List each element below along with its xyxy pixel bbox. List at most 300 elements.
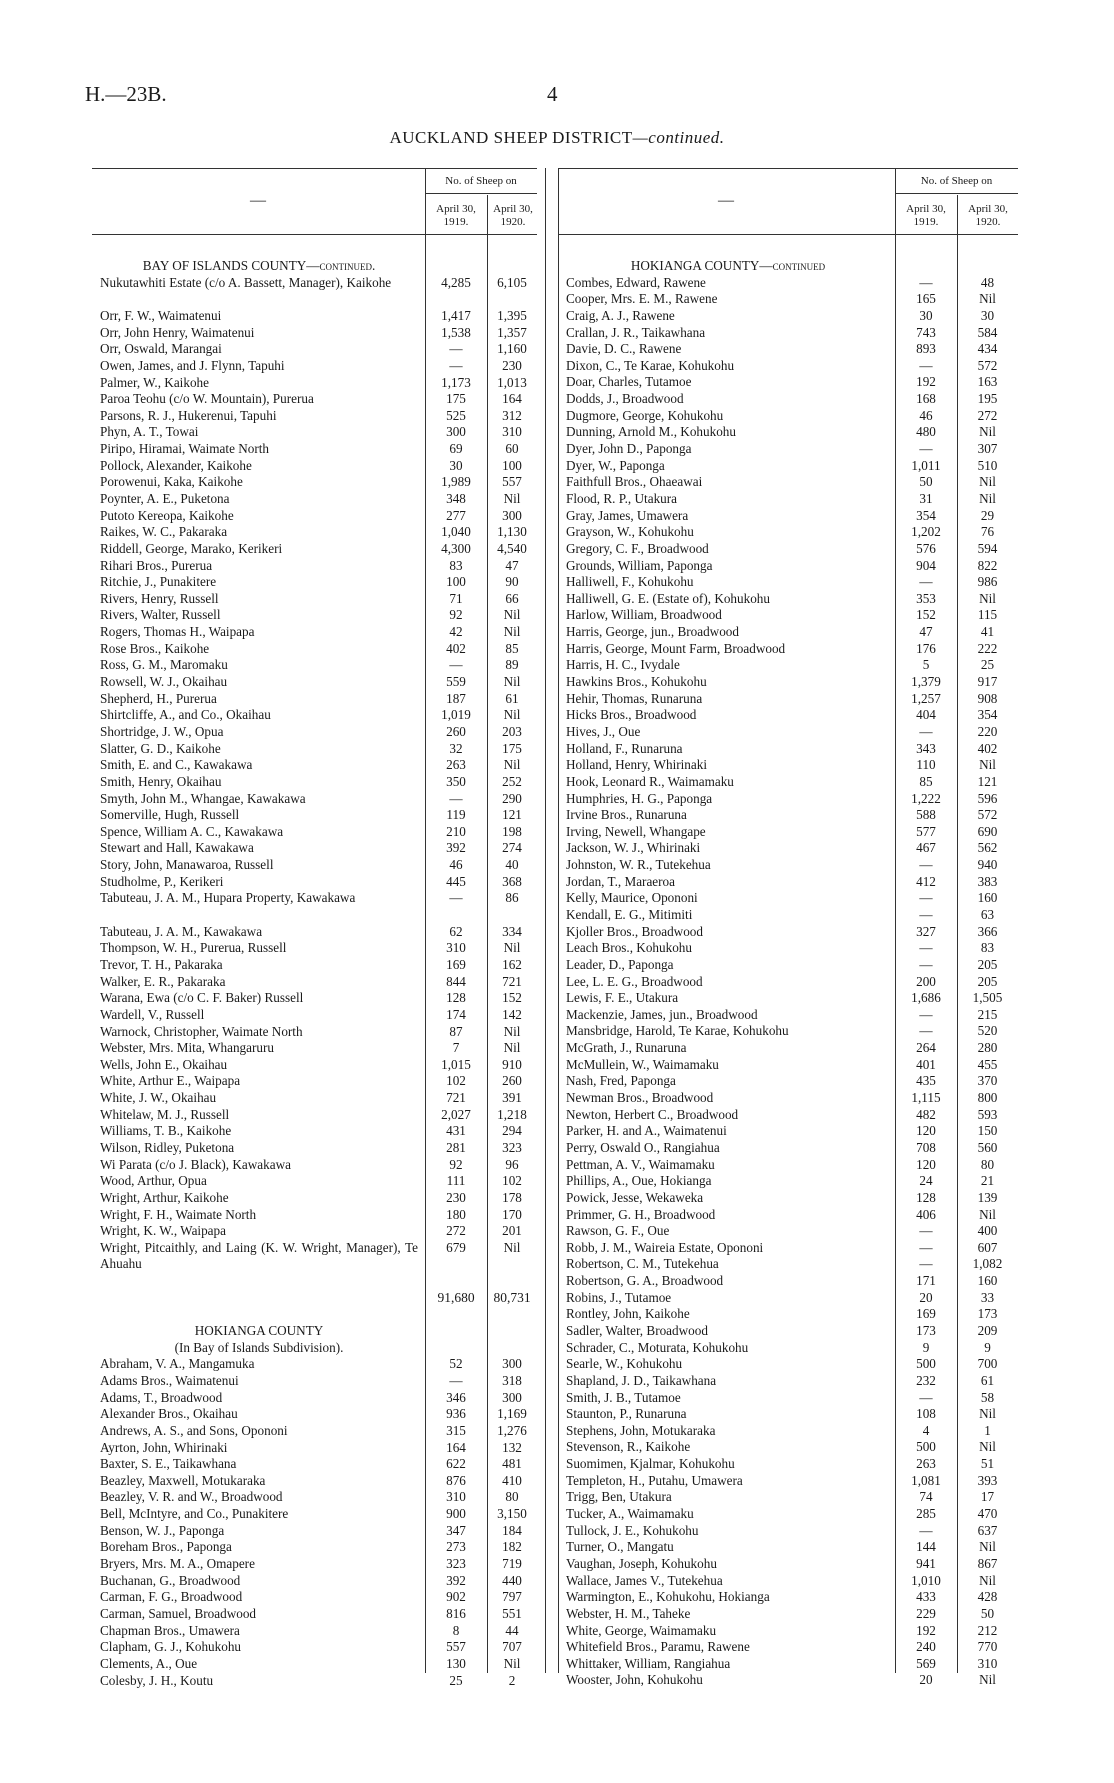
sheep-1920: 198 — [502, 823, 522, 839]
owner-name: Nash, Fred, Paponga — [566, 1073, 676, 1089]
sheep-1919: 111 — [446, 1173, 466, 1189]
sheep-1920: 400 — [977, 1223, 998, 1239]
sheep-1920: Nil — [503, 940, 521, 956]
sheep-1920: 300 — [502, 507, 522, 523]
sheep-1919: 900 — [446, 1506, 466, 1522]
sheep-1920: Nil — [503, 490, 521, 506]
sheep-1919: 7 — [452, 1040, 460, 1056]
table-row — [566, 757, 1018, 774]
table-row — [566, 774, 1018, 791]
sheep-1919: — — [919, 1023, 933, 1039]
right-top-rule — [558, 168, 1018, 169]
sheep-1920: 551 — [502, 1605, 522, 1621]
sheep-1919: 353 — [916, 590, 936, 606]
sheep-1919: 1,202 — [911, 524, 941, 540]
owner-name: Kelly, Maurice, Opononi — [566, 890, 698, 906]
table-row — [566, 1223, 1018, 1240]
table-row — [100, 1440, 538, 1457]
sheep-1920: 215 — [977, 1006, 998, 1022]
sheep-1919: 2,027 — [441, 1106, 471, 1122]
sheep-1920: 393 — [977, 1472, 998, 1488]
sheep-1919: 8 — [452, 1622, 460, 1638]
sheep-1920: 402 — [977, 740, 998, 756]
sheep-1920: 434 — [977, 341, 998, 357]
owner-name: Whitefield Bros., Paramu, Rawene — [566, 1639, 750, 1655]
sheep-1919: — — [919, 357, 933, 373]
table-row — [100, 757, 538, 774]
sheep-1920: 121 — [977, 773, 998, 789]
owner-name: Irvine Bros., Runaruna — [566, 807, 687, 823]
sheep-1920: Nil — [979, 1672, 996, 1688]
sheep-1919: 71 — [449, 590, 463, 606]
sheep-1920: 721 — [502, 973, 522, 989]
sheep-1919: 525 — [446, 407, 466, 423]
sheep-1919: 169 — [446, 956, 466, 972]
owner-name: Bryers, Mrs. M. A., Omapere — [100, 1556, 255, 1572]
table-row — [566, 741, 1018, 758]
sheep-1919: 346 — [446, 1389, 466, 1405]
sheep-1919: 1,173 — [441, 374, 471, 390]
table-row — [100, 358, 538, 375]
sheep-1919: 1,989 — [441, 474, 471, 490]
owner-name: Phillips, A., Oue, Hokianga — [566, 1173, 712, 1189]
table-row — [566, 524, 1018, 541]
table-row — [566, 474, 1018, 491]
sheep-1920: 58 — [980, 1389, 995, 1405]
sheep-1919: 1,686 — [911, 990, 941, 1006]
table-row — [100, 974, 538, 991]
sheep-1920: Nil — [503, 1040, 521, 1056]
sheep-1919: 480 — [916, 424, 936, 440]
owner-name: Perry, Oswald O., Rangiahua — [566, 1139, 720, 1155]
sheep-1920: 300 — [502, 1356, 522, 1372]
sheep-1920: Nil — [503, 1239, 521, 1255]
owner-name: Shortridge, J. W., Opua — [100, 723, 224, 739]
sheep-1919: 1,222 — [911, 790, 941, 806]
owner-name: Wardell, V., Russell — [100, 1006, 205, 1022]
sheep-1920: Nil — [979, 1572, 996, 1588]
sheep-1920: 21 — [980, 1173, 995, 1189]
sheep-1920: 4,540 — [497, 540, 527, 556]
table-row — [100, 491, 538, 508]
table-row — [566, 791, 1018, 808]
owner-name: Shepherd, H., Purerua — [100, 690, 217, 706]
owner-name: Holland, F., Runaruna — [566, 740, 683, 756]
left-group-header: No. of Sheep on — [445, 175, 517, 187]
sheep-1920: 173 — [977, 1306, 998, 1322]
sheep-1920: 557 — [502, 474, 522, 490]
table-row — [566, 391, 1018, 408]
owner-name: Alexander Bros., Okaihau — [100, 1406, 238, 1422]
table-row — [100, 391, 538, 408]
sheep-1919: 277 — [446, 507, 466, 523]
sheep-1920: 986 — [977, 574, 998, 590]
sheep-1919: 263 — [446, 757, 466, 773]
sheep-1920: 205 — [977, 956, 998, 972]
sheep-1920: 48 — [980, 274, 995, 290]
owner-name: Benson, W. J., Paponga — [100, 1522, 225, 1538]
owner-name: Colesby, J. H., Koutu — [100, 1672, 214, 1688]
sheep-1920: 307 — [977, 441, 998, 457]
sheep-1919: 500 — [916, 1439, 936, 1455]
sheep-1920: 203 — [502, 723, 522, 739]
sheep-1920: 562 — [977, 840, 998, 856]
table-row — [566, 1340, 1018, 1357]
table-row — [566, 1023, 1018, 1040]
sheep-1919: 315 — [446, 1422, 466, 1438]
sheep-1919: 273 — [446, 1539, 466, 1555]
sheep-1920: 6,105 — [497, 274, 527, 290]
owner-name: Mansbridge, Harold, Te Karae, Kohukohu — [566, 1023, 789, 1039]
table-row — [100, 657, 538, 674]
sheep-1920: 584 — [977, 324, 998, 340]
sheep-1919: 100 — [446, 574, 466, 590]
sheep-1919: 433 — [916, 1589, 936, 1605]
table-row — [566, 1473, 1018, 1490]
sheep-1919: 168 — [916, 391, 936, 407]
table-row — [566, 1573, 1018, 1590]
sheep-1920: 195 — [977, 391, 998, 407]
sheep-1919: 192 — [916, 374, 936, 390]
sheep-1920: 40 — [505, 857, 519, 873]
table-row — [100, 1007, 538, 1024]
sheep-1920: 310 — [977, 1655, 998, 1671]
sheep-1920: 61 — [505, 690, 519, 706]
sheep-1920: 440 — [502, 1572, 522, 1588]
sheep-1920: 162 — [502, 956, 522, 972]
sheep-1919: 130 — [446, 1655, 466, 1671]
sheep-1920: 83 — [980, 940, 995, 956]
owner-name: Whittaker, William, Rangiahua — [566, 1655, 731, 1671]
table-row — [100, 1223, 538, 1240]
sheep-1920: 175 — [502, 740, 522, 756]
spacer — [100, 1273, 538, 1290]
table-row — [100, 1207, 538, 1224]
owner-name: Clapham, G. J., Kohukohu — [100, 1639, 242, 1655]
owner-name: Palmer, W., Kaikohe — [100, 374, 209, 390]
sheep-1919: — — [449, 657, 463, 673]
title-suffix: —continued. — [632, 128, 725, 147]
owner-name: Hehir, Thomas, Runaruna — [566, 690, 703, 706]
owner-name: Riddell, George, Marako, Kerikeri — [100, 540, 283, 556]
owner-name: Clements, A., Oue — [100, 1655, 198, 1671]
sheep-1919: 92 — [449, 607, 463, 623]
owner-name: Stevenson, R., Kaikohe — [566, 1439, 691, 1455]
sheep-1919: 285 — [916, 1506, 936, 1522]
table-row — [100, 1489, 538, 1506]
table-row — [100, 724, 538, 741]
table-row — [566, 857, 1018, 874]
owner-name: Halliwell, G. E. (Estate of), Kohukohu — [566, 590, 770, 606]
sheep-1919: 281 — [446, 1139, 466, 1155]
table-row — [566, 291, 1018, 308]
sheep-1920: 61 — [980, 1372, 995, 1388]
sheep-1920: 17 — [980, 1489, 995, 1505]
sheep-1919: 348 — [446, 490, 466, 506]
sheep-1919: 1,115 — [911, 1090, 941, 1106]
sheep-1920: Nil — [503, 1023, 521, 1039]
owner-name: Dunning, Arnold M., Kohukohu — [566, 424, 736, 440]
sheep-1919: 392 — [446, 840, 466, 856]
sheep-1919: 25 — [449, 1672, 463, 1688]
sheep-1919: 876 — [446, 1472, 466, 1488]
sheep-1920: 160 — [977, 890, 998, 906]
owner-name: Porowenui, Kaka, Kaikohe — [100, 474, 243, 490]
sheep-1920: 89 — [505, 657, 519, 673]
owner-name: Wright, Pitcaithly, and Laing (K. W. Wright, Manager), Te Ahuahu — [100, 1239, 418, 1272]
owner-name: Webster, H. M., Taheke — [566, 1605, 691, 1621]
table-row — [566, 1090, 1018, 1107]
table-row — [566, 1589, 1018, 1606]
sheep-1920: 80 — [505, 1489, 519, 1505]
sheep-1920: 917 — [977, 674, 998, 690]
sheep-1920: 560 — [977, 1139, 998, 1155]
left-top-rule — [92, 168, 537, 169]
sheep-1919: 119 — [446, 807, 466, 823]
owner-name: Primmer, G. H., Broadwood — [566, 1206, 716, 1222]
sheep-1919: 327 — [916, 923, 936, 939]
owner-name: Rowsell, W. J., Okaihau — [100, 674, 228, 690]
sheep-1919: 47 — [919, 624, 933, 640]
owner-name: Tucker, A., Waimamaku — [566, 1506, 694, 1522]
owner-name: Tabuteau, J. A. M., Kawakawa — [100, 923, 263, 939]
sheep-1920: 51 — [980, 1456, 995, 1472]
owner-name: Wright, K. W., Waipapa — [100, 1223, 226, 1239]
table-row — [100, 1406, 538, 1423]
sheep-1919: 272 — [446, 1223, 466, 1239]
sheep-1920: 910 — [502, 1056, 522, 1072]
table-row — [100, 424, 538, 441]
table-row — [566, 1306, 1018, 1323]
sheep-1919: 435 — [916, 1073, 936, 1089]
sheep-1919: 120 — [916, 1123, 936, 1139]
sheep-1920: 115 — [977, 607, 998, 623]
sheep-1919: — — [919, 956, 933, 972]
table-row — [566, 724, 1018, 741]
sheep-1920: Nil — [979, 1439, 996, 1455]
sheep-1919: — — [449, 1372, 463, 1388]
owner-name: Harlow, William, Broadwood — [566, 607, 722, 623]
table-row — [100, 1606, 538, 1623]
sheep-1919: 482 — [916, 1106, 936, 1122]
sheep-1919: 144 — [916, 1539, 936, 1555]
table-row — [566, 691, 1018, 708]
sheep-1920: 86 — [505, 890, 519, 906]
table-row — [100, 275, 538, 308]
sheep-1919: 9 — [922, 1339, 930, 1355]
sheep-1919: — — [919, 441, 933, 457]
sheep-1919: 392 — [446, 1572, 466, 1588]
owner-name: Orr, John Henry, Waimatenui — [100, 324, 255, 340]
owner-name: Warnock, Christopher, Waimate North — [100, 1023, 303, 1039]
sheep-1919: 1,257 — [911, 690, 941, 706]
sheep-1920: 1,082 — [972, 1256, 1003, 1272]
sheep-1919: 412 — [916, 873, 936, 889]
sheep-1919: 128 — [916, 1189, 936, 1205]
right-group-rule — [895, 193, 1018, 194]
table-row — [100, 1090, 538, 1107]
sheep-1920: 700 — [977, 1356, 998, 1372]
table-row — [566, 674, 1018, 691]
owner-name: Harris, George, jun., Broadwood — [566, 624, 739, 640]
table-row — [566, 1656, 1018, 1673]
table-row — [566, 1190, 1018, 1207]
owner-name: Jordan, T., Maraeroa — [566, 873, 675, 889]
sheep-1920: 44 — [505, 1622, 519, 1638]
sheep-1920: 220 — [977, 723, 998, 739]
page-header — [85, 82, 1025, 112]
table-row — [566, 1207, 1018, 1224]
sheep-1920: 1 — [984, 1422, 991, 1438]
owner-name: Slatter, G. D., Kaikohe — [100, 740, 221, 756]
table-row — [100, 574, 538, 591]
sheep-1920: 274 — [502, 840, 522, 856]
table-row — [566, 1456, 1018, 1473]
table-row — [566, 1439, 1018, 1456]
sheep-1920: Nil — [503, 624, 521, 640]
sheep-1920: 940 — [977, 857, 998, 873]
owner-name: Paroa Teohu (c/o W. Mountain), Purerua — [100, 391, 314, 407]
sheep-1920: 1,160 — [497, 341, 527, 357]
table-row — [566, 874, 1018, 891]
owner-name: Ayrton, John, Whirinaki — [100, 1439, 228, 1455]
owner-name: Somerville, Hugh, Russell — [100, 807, 240, 823]
sheep-1919: — — [449, 341, 463, 357]
sheep-1919: 404 — [916, 707, 936, 723]
table-row — [566, 424, 1018, 441]
sheep-1920: 272 — [977, 407, 998, 423]
page-title — [0, 128, 1114, 148]
table-row — [100, 1057, 538, 1074]
sheep-1920: Nil — [979, 474, 996, 490]
owner-name: Piripo, Hiramai, Waimate North — [100, 441, 269, 457]
sheep-1919: 87 — [449, 1023, 463, 1039]
table-row — [100, 1539, 538, 1556]
table-row — [100, 1589, 538, 1606]
owner-name: Hawkins Bros., Kohukohu — [566, 674, 707, 690]
table-row — [566, 824, 1018, 841]
owner-name: Rose Bros., Kaikohe — [100, 640, 210, 656]
owner-name: Beazley, V. R. and W., Broadwood — [100, 1489, 283, 1505]
owner-name: Tullock, J. E., Kohukohu — [566, 1522, 699, 1538]
total-1920: 80,731 — [493, 1289, 531, 1305]
owner-name: Jackson, W. J., Whirinaki — [566, 840, 701, 856]
owner-name: Cooper, Mrs. E. M., Rawene — [566, 291, 718, 307]
table-row — [100, 1623, 538, 1640]
table-row — [566, 1290, 1018, 1307]
center-divider — [545, 168, 546, 1673]
section-heading — [100, 1323, 538, 1340]
table-row — [566, 624, 1018, 641]
sheep-1919: 1,011 — [911, 457, 941, 473]
sheep-1919: — — [919, 1256, 933, 1272]
owner-name: Rivers, Walter, Russell — [100, 607, 221, 623]
left-header-rule — [92, 234, 537, 235]
right-year1-header: April 30, 1919. — [906, 203, 946, 228]
owner-name: Ritchie, J., Punakitere — [100, 574, 217, 590]
section-heading-text: BAY OF ISLANDS COUNTY—continued. — [142, 258, 376, 273]
sheep-1920: 121 — [502, 807, 522, 823]
owner-name: Wilson, Ridley, Puketona — [100, 1139, 235, 1155]
table-row — [100, 1073, 538, 1090]
sheep-1919: 4 — [922, 1422, 930, 1438]
sheep-1919: 62 — [449, 923, 463, 939]
sheep-1920: 205 — [977, 973, 998, 989]
sheep-1919: 743 — [916, 324, 936, 340]
owner-name: Shirtcliffe, A., and Co., Okaihau — [100, 707, 271, 723]
table-row — [100, 1573, 538, 1590]
sheep-1920: 318 — [502, 1372, 522, 1388]
owner-name: Wright, Arthur, Kaikohe — [100, 1189, 229, 1205]
table-row — [100, 924, 538, 941]
owner-name: Poynter, A. E., Puketona — [100, 490, 230, 506]
table-row — [566, 374, 1018, 391]
sheep-1920: 1,169 — [497, 1406, 527, 1422]
table-row — [100, 1123, 538, 1140]
owner-name: Grayson, W., Kohukohu — [566, 524, 694, 540]
table-row — [566, 358, 1018, 375]
sheep-1920: 76 — [980, 524, 995, 540]
report-reference: H.—23B. — [85, 82, 167, 106]
sheep-1920: 690 — [977, 823, 998, 839]
sheep-1920: 370 — [977, 1073, 998, 1089]
sheep-1919: 354 — [916, 507, 936, 523]
page-number: 4 — [547, 82, 558, 106]
owner-name: Pettman, A. V., Waimamaku — [566, 1156, 715, 1172]
owner-name: Shapland, J. D., Taikawhana — [566, 1372, 717, 1388]
sheep-1920: 822 — [977, 557, 998, 573]
sheep-1919: 50 — [919, 474, 933, 490]
sheep-1919: 69 — [449, 441, 463, 457]
sheep-1920: 170 — [502, 1206, 522, 1222]
table-row — [566, 1140, 1018, 1157]
sheep-1920: 1,395 — [497, 307, 527, 323]
sheep-1919: 1,015 — [441, 1056, 471, 1072]
owner-name: Gray, James, Umawera — [566, 507, 689, 523]
sheep-1919: 180 — [446, 1206, 466, 1222]
sheep-1920: 800 — [977, 1090, 998, 1106]
sheep-1920: Nil — [503, 607, 521, 623]
sheep-1919: 192 — [916, 1622, 936, 1638]
sheep-1919: 52 — [449, 1356, 463, 1372]
sheep-1919: — — [919, 1223, 933, 1239]
owner-name: Newton, Herbert C., Broadwood — [566, 1106, 739, 1122]
sheep-1919: 176 — [916, 640, 936, 656]
sheep-1920: 178 — [502, 1189, 522, 1205]
owner-name: Abraham, V. A., Mangamuka — [100, 1356, 255, 1372]
spacer — [100, 1306, 538, 1323]
sheep-1920: Nil — [503, 757, 521, 773]
table-row — [100, 375, 538, 392]
owner-name: Orr, Oswald, Marangai — [100, 341, 222, 357]
table-row — [100, 1556, 538, 1573]
table-row — [566, 591, 1018, 608]
sheep-1919: 622 — [446, 1456, 466, 1472]
sheep-1920: Nil — [979, 291, 996, 307]
owner-name: Davie, D. C., Rawene — [566, 341, 682, 357]
sheep-1920: 132 — [502, 1439, 522, 1455]
table-row — [566, 275, 1018, 292]
sheep-1919: 263 — [916, 1456, 936, 1472]
table-row — [566, 341, 1018, 358]
sheep-1920: 102 — [502, 1173, 522, 1189]
owner-name: Rihari Bros., Purerua — [100, 557, 213, 573]
right-table-body — [566, 258, 1018, 1689]
sheep-1919: 1,417 — [441, 307, 471, 323]
sheep-1919: 467 — [916, 840, 936, 856]
sheep-1920: 1,013 — [497, 374, 527, 390]
owner-name: Robins, J., Tutamoe — [566, 1289, 672, 1305]
